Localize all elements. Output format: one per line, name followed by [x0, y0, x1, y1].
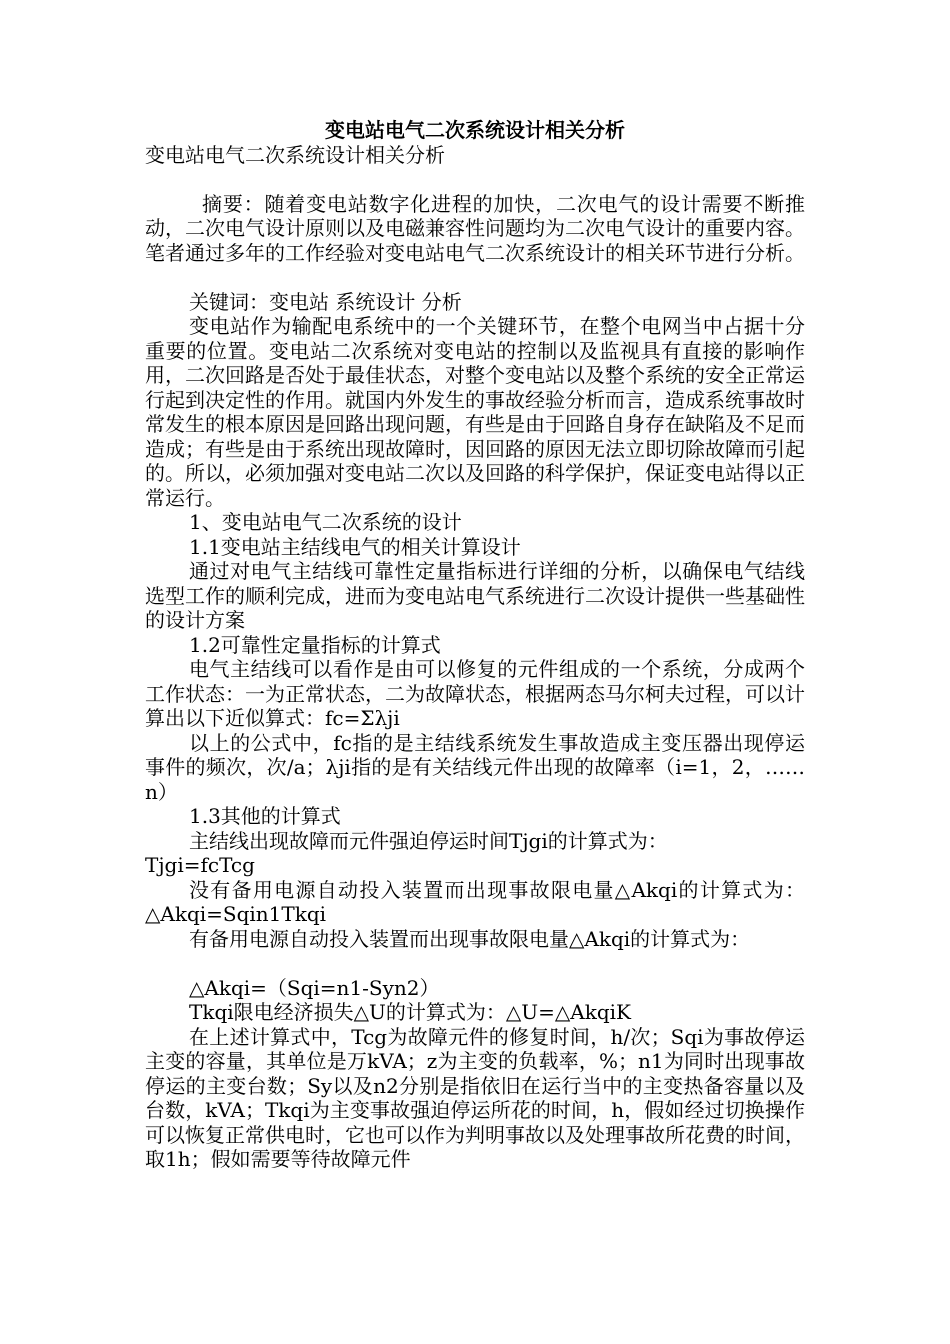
formula-1-text: 主结线出现故障而元件强迫停运时间Tjgi的计算式为：	[189, 828, 668, 853]
explanation-paragraph: 在上述计算式中，Tcg为故障元件的修复时间，h/次；Sqi为事故停运主变的容量，其单位是万kVA；z为主变的负载率，%；n1为同时出现事故停运的主变台数；Sy以及n2分别是指依旧在运行当中的主变热备容量以及台数，kVA；Tkqi为主变事故强迫停运所花的时间，h，假如经过切换操作可以恢复正常供电时，它也可以作为判明事故以及处理事故所花费的时间，取1h；假如需要等待故障元件	[145, 1024, 805, 1171]
spacer	[145, 951, 805, 976]
document-title: 变电站电气二次系统设计相关分析	[325, 118, 625, 142]
section-1-3-heading: 1.3其他的计算式	[189, 804, 341, 828]
formula-4-text: Tkqi限电经济损失△U的计算式为：△U=△AkqiK	[189, 1000, 631, 1024]
section-1-heading: 1、变电站电气二次系统的设计	[189, 510, 462, 534]
section-1-1-paragraph: 通过对电气主结线可靠性定量指标进行详细的分析，以确保电气结线选型工作的顺利完成，进而为变电站电气系统进行二次设计提供一些基础性的设计方案	[145, 559, 805, 632]
spacer	[145, 167, 805, 192]
section-1-2-heading: 1.2可靠性定量指标的计算式	[189, 632, 441, 657]
abstract-paragraph: 摘要：随着变电站数字化进程的加快，二次电气的设计需要不断推动，二次电气设计原则以及电磁兼容性问题均为二次电气设计的重要内容。笔者通过多年的工作经验对变电站电气二次系统设计的相关环节进行分析。	[145, 191, 805, 265]
section-1-1-heading: 1.1变电站主结线电气的相关计算设计	[189, 534, 521, 559]
section-1-2-note: 以上的公式中，fc指的是主结线系统发生事故造成主变压器出现停运事件的频次，次/a；λji指的是有关结线元件出现的故障率（i=1，2，……n）	[145, 730, 805, 804]
keywords-line: 关键词：变电站 系统设计 分析	[189, 289, 462, 314]
section-1-2-paragraph: 电气主结线可以看作是由可以修复的元件组成的一个系统，分成两个工作状态：一为正常状态，二为故障状态，根据两态马尔柯夫过程，可以计算出以下近似算式：fc=Σλji	[145, 657, 805, 730]
formula-2-text: 没有备用电源自动投入装置而出现事故限电量△Akqi的计算式为：△Akqi=Sqin1Tkqi	[145, 877, 805, 926]
formula-3-text: 有备用电源自动投入装置而出现事故限电量△Akqi的计算式为：	[189, 926, 751, 951]
document-page	[145, 118, 805, 1172]
spacer	[145, 265, 805, 290]
intro-paragraph: 变电站作为输配电系统中的一个关键环节，在整个电网当中占据十分重要的位置。变电站二次系统对变电站的控制以及监视具有直接的影响作用，二次回路是否处于最佳状态，对整个变电站以及整个系统的安全正常运行起到决定性的作用。就国内外发生的事故经验分析而言，造成系统事故时常发生的根本原因是回路出现问题，有些是由于回路自身存在缺陷及不足而造成；有些是由于系统出现故障时，因回路的原因无法立即切除故障而引起的。所以，必须加强对变电站二次以及回路的科学保护，保证变电站得以正常运行。	[145, 314, 805, 510]
formula-3-expression: △Akqi=（Sqi=n1-Syn2）	[189, 975, 440, 1000]
formula-1-expression: Tjgi=fcTcg	[145, 853, 255, 877]
document-subtitle: 变电站电气二次系统设计相关分析	[145, 142, 445, 167]
